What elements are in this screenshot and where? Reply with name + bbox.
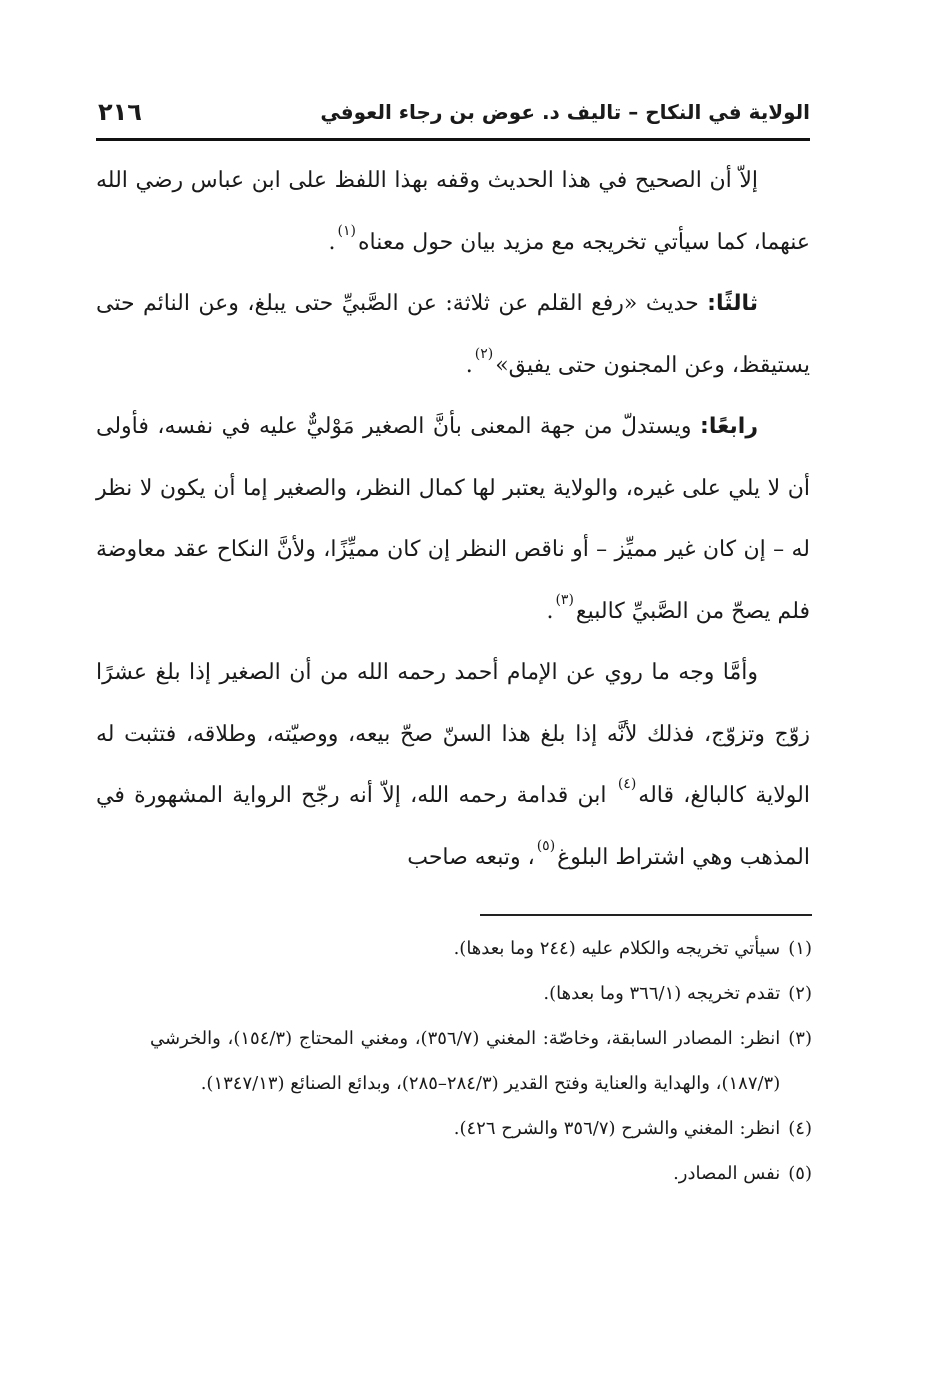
footnote-text: انظر: المغني والشرح (٣٥٦/٧ والشرح ٤٢٦). — [453, 1118, 781, 1139]
paragraph-2-lead: ثالثًا: — [707, 291, 758, 316]
paragraph-3-end: . — [546, 598, 554, 624]
paragraph-2 — [96, 273, 810, 396]
footnote-text: انظر: المصادر السابقة، وخاصّة: المغني (٣٥٦/٧)، ومغني المحتاج (١٥٤/٣)، والخرشي (١٨٧/٣)، والهداية والعناية وفتح القدير (٢٨٤/٣–٢٨٥)، وبدائع الصنائع (١٣٤٧/١٣). — [150, 1028, 781, 1094]
footnote-1 — [150, 926, 812, 971]
footnote-text: تقدم تخريجه (٣٦٦/١ وما بعدها). — [543, 983, 781, 1004]
paragraph-1 — [96, 150, 810, 273]
footnote-number: (٢) — [788, 983, 812, 1004]
footnote-divider — [480, 914, 812, 916]
paragraph-2-end: . — [465, 352, 473, 378]
paragraph-3-lead: رابعًا: — [700, 414, 758, 439]
footnote-number: (١) — [788, 938, 812, 959]
paragraph-2-text: حديث «رفع القلم عن ثلاثة: عن الصَّبيِّ حتى يبلغ، وعن النائم حتى يستيقظ، وعن المجنون حتى يفيق» — [96, 291, 810, 378]
footnote-5 — [150, 1151, 812, 1196]
paragraph-4-text-a: وأمَّا وجه ما روي عن الإمام أحمد رحمه الله من أن الصغير إذا بلغ عشرًا زوّج وتزوّج، فذلك لأنَّه إذا بلغ هذا السنّ صحّ بيعه، ووصيّته، وطلاقه، فتثبت له الولاية كالبالغ، قاله — [96, 660, 810, 808]
paragraph-3 — [96, 396, 810, 642]
footnote-ref-3[interactable]: (٣) — [555, 591, 574, 608]
footnote-ref-4[interactable]: (٤) — [617, 776, 637, 792]
running-header — [96, 98, 810, 141]
footnote-3 — [150, 1016, 812, 1106]
footnote-number: (٤) — [788, 1118, 812, 1139]
footnote-number: (٥) — [788, 1163, 812, 1184]
paragraph-4-text-b: ابن قدامة رحمه الله، إلاّ أنه رجّح الرواية المشهورة في المذهب وهي اشتراط البلوغ — [96, 783, 810, 870]
footnotes — [150, 926, 812, 1196]
paragraph-1-text: إلاّ أن الصحيح في هذا الحديث وقفه بهذا اللفظ على ابن عباس رضي الله عنهما، كما سيأتي تخريجه مع مزيد بيان حول معناه — [96, 168, 810, 255]
footnote-text: نفس المصادر. — [673, 1163, 781, 1184]
page-number: ٢١٦ — [98, 98, 142, 126]
paragraph-4-text-c: ، وتبعه صاحب — [407, 844, 535, 870]
footnote-ref-5[interactable]: (٥) — [536, 837, 556, 854]
paragraph-1-end: . — [328, 229, 336, 255]
paragraph-3-text: ويستدلّ من جهة المعنى بأنَّ الصغير مَوْليٌّ عليه في نفسه، فأولى أن لا يلي على غيره، والولاية يعتبر لها كمال النظر، والصغير إما أن يكون لا نظر له – إن كان غير مميِّز – أو ناقص النظر إن كان مميِّزًا، ولأنَّ النكاح عقد معاوضة فلم يصحّ من الصَّبيِّ كالبيع — [96, 414, 810, 624]
footnote-ref-1[interactable]: (١) — [337, 222, 356, 239]
footnote-ref-2[interactable]: (٢) — [474, 345, 494, 362]
footnote-number: (٣) — [788, 1028, 812, 1049]
footnote-4 — [150, 1106, 812, 1151]
footnote-text: سيأتي تخريجه والكلام عليه (٢٤٤ وما بعدها). — [453, 938, 781, 959]
main-text — [96, 150, 810, 888]
paragraph-4 — [96, 642, 810, 888]
footnote-2 — [150, 971, 812, 1016]
header-title: الولاية في النكاح – تاليف د. عوض بن رجاء العوفي — [320, 100, 810, 124]
